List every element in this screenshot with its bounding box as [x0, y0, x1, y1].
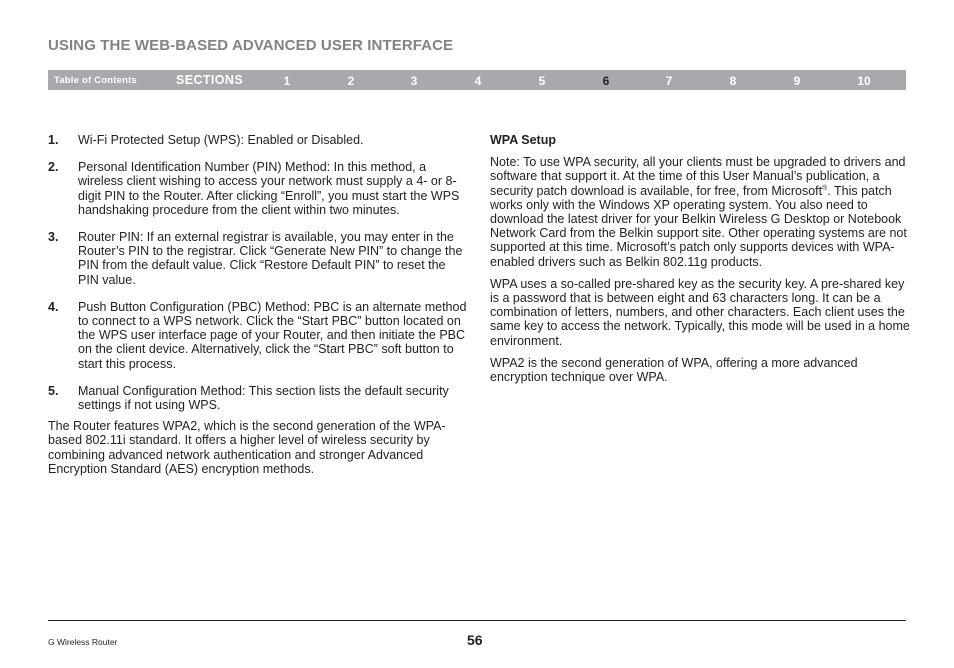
footer-product-name: G Wireless Router [48, 637, 118, 647]
section-link-6-active[interactable]: 6 [602, 74, 610, 88]
step-text: Push Button Configuration (PBC) Method: PBC is an alternate method to connect to a WPS network. Click the “Start PBC” button located on the WPS user interface page of your Router, and then initiate the PBC on the client device. Alternatively, click the “Start PBC” soft button to start this process. [78, 299, 467, 371]
table-of-contents-link[interactable]: Table of Contents [54, 75, 137, 86]
wpa-setup-heading: WPA Setup [490, 133, 556, 147]
section-link-9[interactable]: 9 [793, 74, 801, 88]
footer-divider [48, 620, 906, 621]
step-text: Personal Identification Number (PIN) Method: In this method, a wireless client wishing to access your network must supply a 4- or 8-digit PIN to the Router. After clicking “Enroll”, you must start the WPS handshaking procedure from the client within two minutes. [78, 160, 460, 217]
sections-label: SECTIONS [176, 73, 244, 87]
section-link-7[interactable]: 7 [665, 74, 673, 88]
right-column [490, 133, 910, 392]
section-link-2[interactable]: 2 [347, 74, 355, 88]
section-link-3[interactable]: 3 [410, 74, 418, 88]
step-number: 4. [48, 299, 59, 314]
list-item [48, 384, 468, 412]
step-text: Manual Configuration Method: This section lists the default security settings if not using WPS. [78, 383, 449, 413]
section-link-10[interactable]: 10 [857, 74, 871, 88]
list-item [48, 300, 468, 371]
list-item [48, 160, 468, 217]
step-text: Wi-Fi Protected Setup (WPS): Enabled or Disabled. [78, 133, 364, 147]
list-item [48, 133, 468, 147]
page-number: 56 [467, 632, 483, 648]
section-link-8[interactable]: 8 [729, 74, 737, 88]
step-number: 1. [48, 133, 59, 147]
step-number: 2. [48, 160, 59, 175]
section-link-4[interactable]: 4 [474, 74, 482, 88]
wpa-psk-paragraph: WPA uses a so-called pre-shared key as the security key. A pre-shared key is a password that is between eight and 63 characters long. It can be a combination of letters, numbers, and other characters. Each client uses the same key to access the network. Typically, this mode will be used in a home environment. [490, 276, 910, 348]
page-title: USING THE WEB-BASED ADVANCED USER INTERFACE [48, 37, 454, 54]
left-column [48, 133, 468, 484]
step-number: 3. [48, 230, 59, 245]
wpa2-description-paragraph: WPA2 is the second generation of WPA, offering a more advanced encryption technique over WPA. [490, 355, 858, 385]
note-text-end: . This patch works only with the Windows XP operating system. You also need to download the latest driver for your Belkin Wireless G Desktop or Notebook Network Card from the Belkin support site. Other operating systems are not supported at this time. Microsoft’s patch only supports devices with WPA-enabled drivers such as Belkin 802.11g products. [490, 183, 907, 269]
section-link-5[interactable]: 5 [538, 74, 546, 88]
section-navigation-bar [48, 70, 906, 90]
step-number: 5. [48, 383, 59, 398]
wpa2-paragraph: The Router features WPA2, which is the second generation of the WPA-based 802.11i standard. It offers a higher level of wireless security by combining advanced network authentication and stronger Advanced Encryption Standard (AES) encryption methods. [48, 419, 446, 476]
note-text-start: Note: To use WPA security, all your clients must be upgraded to drivers and software that support it. At the time of this User Manual’s publication, a security patch download is available, for free, from Microsoft [490, 155, 906, 198]
registered-mark: ® [822, 184, 828, 192]
list-item [48, 230, 468, 287]
section-link-1[interactable]: 1 [283, 74, 291, 88]
step-text: Router PIN: If an external registrar is available, you may enter in the Router’s PIN to the registrar. Click “Generate New PIN” to change the PIN from the default value. Click “Restore Default PIN” to reset the PIN value. [78, 230, 463, 287]
wpa-note-paragraph [490, 155, 910, 269]
